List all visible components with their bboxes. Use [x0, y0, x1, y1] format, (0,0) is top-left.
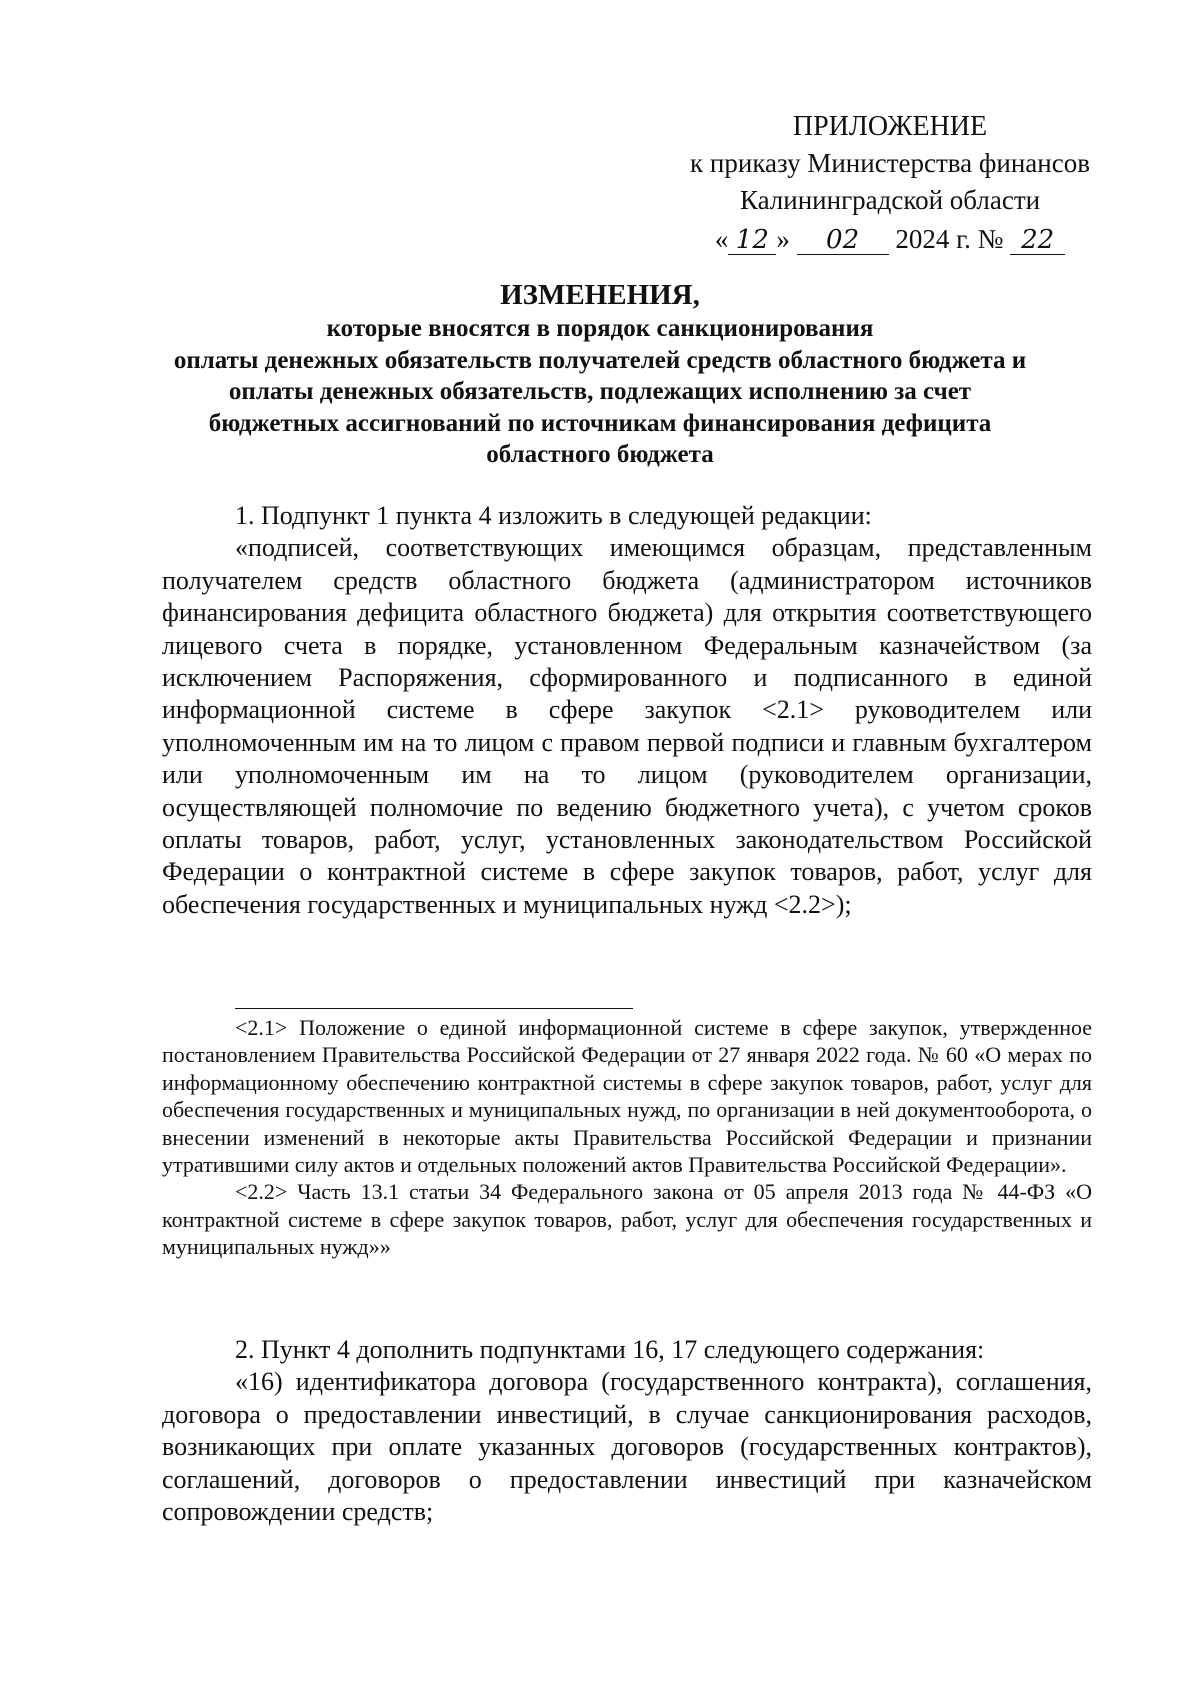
item-1-text: «подписей, соответствующих имеющимся образцам, представленным получателем средств областного бюджета (администратором источников финансирования дефицита областного бюджета) для открытия соответствующего лицевого счета в порядке, установленном Федеральным казначейством (за исключением Распоряжения, сформированного и подписанного в единой информационной системе в сфере закупок <2.1> руководителем или уполномоченным им на то лицом с правом первой подписи и главным бухгалтером или уполномоченным им на то лицом (руководителем организации, осуществляющей полномочие по ведению бюджетного учета), с учетом сроков оплаты товаров, работ, услуг, установленных законодательством Российской Федерации о контрактной системе в сфере закупок товаров, работ, услуг для обеспечения государственных и муниципальных нужд <2.2>);: [162, 533, 1092, 919]
document-title: [150, 277, 1050, 471]
appendix-region-line: Калининградской области: [739, 185, 1041, 215]
footnotes-section: [162, 1008, 1092, 1261]
title-line: оплаты денежных обязательств получателей средств областного бюджета и: [173, 346, 1027, 374]
item-1-section: [162, 500, 1092, 921]
order-number-handwritten: 22: [1010, 226, 1065, 255]
item-2-heading: 2. Пункт 4 дополнить подпунктами 16, 17 следующего содержания:: [235, 1335, 985, 1364]
footnote-separator: [235, 1008, 633, 1009]
date-month-handwritten: 02: [797, 226, 889, 255]
footnote-2-1: <2.1> Положение о единой информационной системе в сфере закупок, утвержденное постановлением Правительства Российской Федерации от 27 января 2022 года. № 60 «О мерах по информационному обеспечению контрактной системы в сфере закупок товаров, работ, услуг для обеспечения государственных и муниципальных нужд, по организации в ней документооборота, о внесении изменений в некоторые акты Правительства Российской Федерации и признании утратившими силу актов и отдельных положений актов Правительства Российской Федерации».: [162, 1015, 1092, 1178]
appendix-header: [640, 108, 1140, 259]
date-year: 2024 г.: [895, 224, 971, 254]
number-sign: №: [977, 224, 1004, 254]
title-line: которые вносятся в порядок санкционирования: [326, 315, 874, 342]
appendix-order-line: к приказу Министерства финансов: [690, 148, 1090, 178]
title-line: областного бюджета: [486, 441, 714, 468]
date-day-handwritten: 12: [728, 226, 776, 255]
title-main: ИЗМЕНЕНИЯ,: [500, 279, 700, 311]
footnote-2-2: <2.2> Часть 13.1 статьи 34 Федерального закона от 05 апреля 2013 года № 44-ФЗ «О контрактной системе в сфере закупок товаров, работ, услуг для обеспечения государственных и муниципальных нужд»»: [162, 1179, 1092, 1260]
title-line: оплаты денежных обязательств, подлежащих исполнению за счет: [228, 378, 972, 405]
date-close-quote: »: [776, 224, 790, 254]
item-2-section: [162, 1334, 1092, 1528]
title-line: бюджетных ассигнований по источникам финансирования дефицита: [208, 409, 992, 437]
appendix-date-row: [640, 219, 1140, 259]
item-1-heading: 1. Подпункт 1 пункта 4 изложить в следующей редакции:: [235, 501, 872, 530]
item-2-text: «16) идентификатора договора (государственного контракта), соглашения, договора о предоставлении инвестиций, в случае санкционирования расходов, возникающих при оплате указанных договоров (государственных контрактов), соглашений, договоров о предоставлении инвестиций при казначейском сопровождении средств;: [162, 1367, 1092, 1527]
appendix-title: ПРИЛОЖЕНИЕ: [792, 111, 988, 142]
date-open-quote: «: [714, 224, 729, 254]
